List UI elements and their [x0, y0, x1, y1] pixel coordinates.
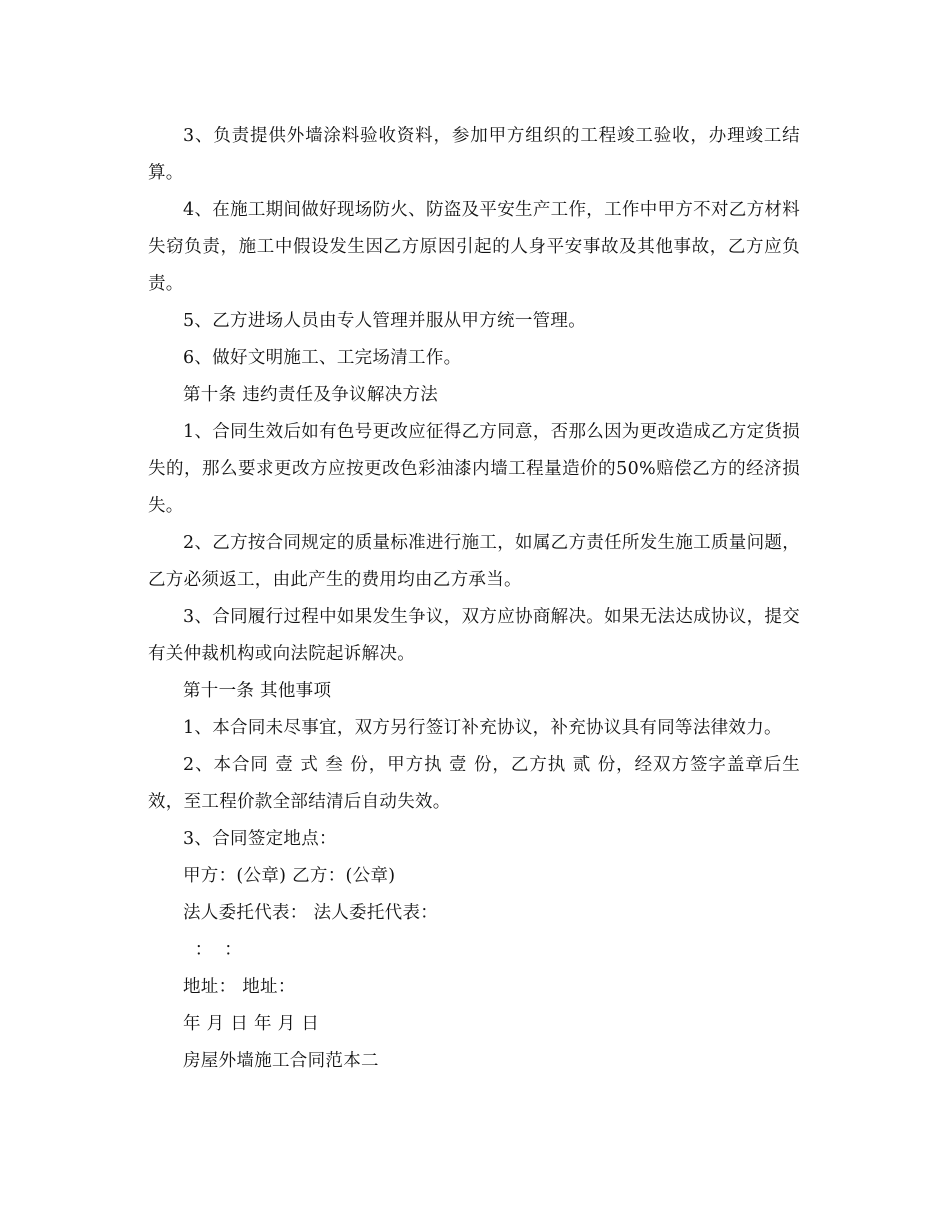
paragraph-clause-3-acceptance: 3、负责提供外墙涂料验收资料，参加甲方组织的工程竣工验收，办理竣工结算。: [148, 126, 800, 183]
paragraph-article-11-item-1: 1、本合同未尽事宜，双方另行签订补充协议，补充协议具有同等法律效力。: [183, 718, 782, 738]
signature-addresses: 地址： 地址：: [183, 977, 296, 997]
paragraph-article-11-item-2: 2、本合同 壹 式 叁 份，甲方执 壹 份，乙方执 贰 份，经双方签字盖章后生效，至工程价款全部结清后自动失效。: [148, 755, 800, 812]
signature-colons: ： ：: [183, 940, 243, 960]
paragraph-clause-5-personnel: 5、乙方进场人员由专人管理并服从甲方统一管理。: [183, 311, 587, 331]
paragraph-clause-4-safety: 4、在施工期间做好现场防火、防盗及平安生产工作，工作中甲方不对乙方材料失窃负责，施工中假设发生因乙方原因引起的人身平安事故及其他事故，乙方应负责。: [148, 200, 800, 294]
paragraph-clause-6-civilized: 6、做好文明施工、工完场清工作。: [183, 348, 462, 368]
article-10-heading: 第十条 违约责任及争议解决方法: [183, 385, 439, 405]
signature-dates: 年 月 日 年 月 日: [183, 1014, 320, 1034]
document-body: [148, 118, 800, 1080]
next-section-title: 房屋外墙施工合同范本二: [183, 1051, 379, 1071]
paragraph-article-10-item-1: 1、合同生效后如有色号更改应征得乙方同意，否那么因为更改造成乙方定货损失的，那么要求更改方应按更改色彩油漆内墙工程量造价的50%赔偿乙方的经济损失。: [148, 422, 800, 516]
article-11-heading: 第十一条 其他事项: [183, 681, 332, 701]
signature-representatives: 法人委托代表： 法人委托代表：: [183, 903, 439, 923]
paragraph-article-10-item-3: 3、合同履行过程中如果发生争议，双方应协商解决。如果无法达成协议，提交有关仲裁机构或向法院起诉解决。: [148, 607, 800, 664]
signature-party-seals: 甲方：(公章) 乙方：(公章): [183, 866, 396, 886]
paragraph-article-11-item-3: 3、合同签定地点：: [183, 829, 337, 849]
paragraph-article-10-item-2: 2、乙方按合同规定的质量标准进行施工，如属乙方责任所发生施工质量问题，乙方必须返工，由此产生的费用均由乙方承当。: [148, 533, 800, 590]
